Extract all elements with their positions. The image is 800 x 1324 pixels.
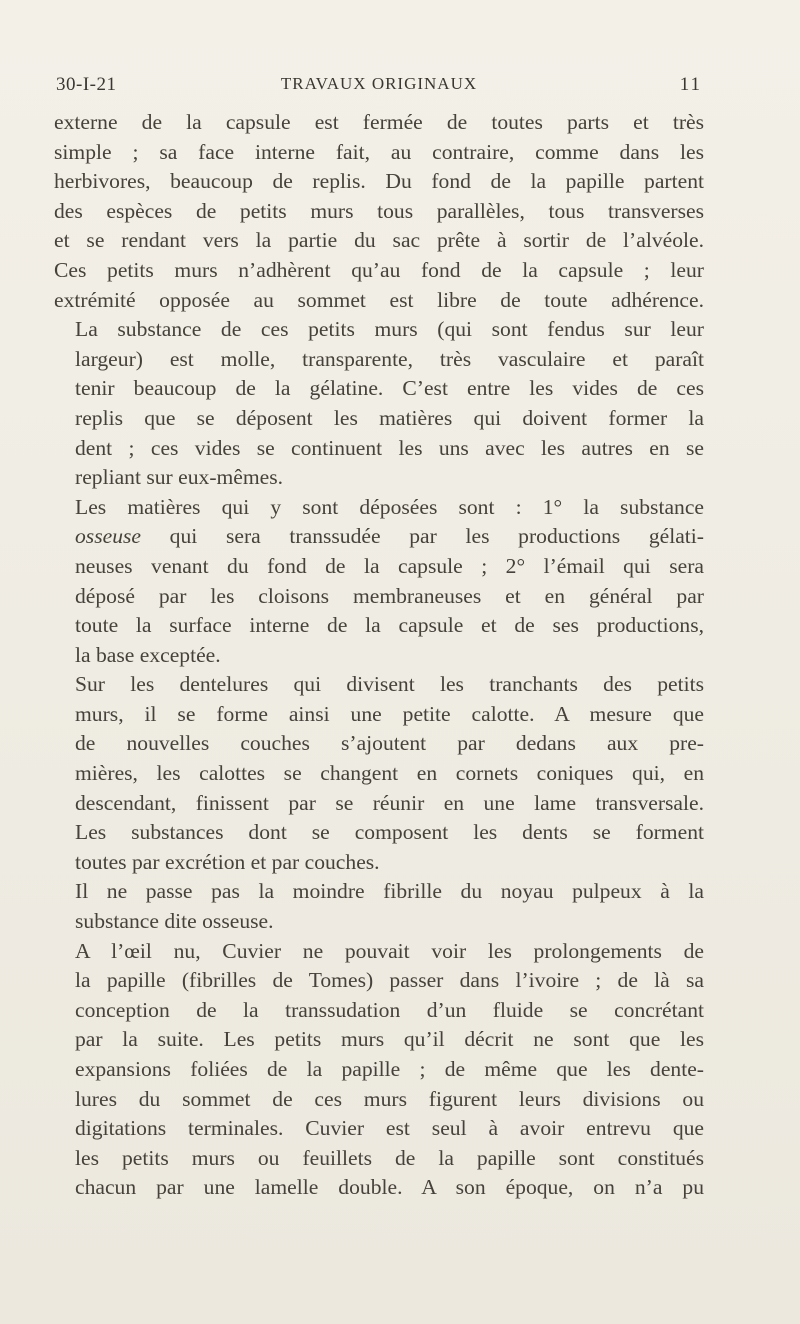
paragraph [54, 877, 704, 936]
text-line: les petits murs ou feuillets de la papille sont constitués [75, 1145, 704, 1170]
text-line: Ces petits murs n’adhèrent qu’au fond de la capsule ; leur [54, 257, 704, 282]
running-head [56, 72, 702, 98]
text-line: chacun par une lamelle double. A son époque, on n’a pu [75, 1175, 704, 1200]
text-line: la base exceptée. [75, 642, 221, 667]
text-line: repliant sur eux-mêmes. [75, 465, 284, 490]
text-line: Il ne passe pas la moindre fibrille du noyau pulpeux à la [75, 879, 704, 904]
text-line: externe de la capsule est fermée de toutes parts et très [54, 110, 704, 134]
page-reference: 30-I-21 [56, 74, 117, 95]
text-line: toute la surface interne de la capsule et de ses productions, [75, 613, 704, 638]
body-text [54, 108, 704, 1203]
text-line: simple ; sa face interne fait, au contraire, comme dans les [54, 139, 704, 164]
text-line: mières, les calottes se changent en cornets coniques qui, en [75, 761, 704, 786]
text-line: dent ; ces vides se continuent les uns avec les autres en se [75, 435, 704, 460]
line-rest: qui sera transsudée par les productions gélati- [140, 524, 704, 549]
text-line: descendant, finissent par se réunir en une lame transversale. [75, 790, 704, 815]
text-line: neuses venant du fond de la capsule ; 2° l’émail qui sera [75, 553, 704, 578]
text-line-with-italic [54, 522, 704, 552]
paragraph [54, 315, 704, 493]
text-line: tenir beaucoup de la gélatine. C’est entre les vides de ces [75, 376, 704, 401]
text-line: des espèces de petits murs tous parallèles, tous transverses [54, 198, 704, 223]
text-line: La substance de ces petits murs (qui sont fendus sur leur [75, 317, 704, 342]
paragraph [54, 818, 704, 877]
text-line: expansions foliées de la papille ; de même que les dente- [75, 1057, 704, 1081]
text-line: et se rendant vers la partie du sac prête à sortir de l’alvéole. [54, 228, 704, 253]
text-line: herbivores, beaucoup de replis. Du fond de la papille partent [54, 169, 704, 194]
text-line: déposé par les cloisons membraneuses et en général par [75, 583, 704, 608]
paragraph [54, 937, 704, 1203]
paragraph [54, 670, 704, 818]
paragraph [54, 493, 704, 671]
text-line: la papille (fibrilles de Tomes) passer dans l’ivoire ; de là sa [75, 968, 704, 993]
text-line: substance dite osseuse. [75, 909, 274, 934]
italic-term: osseuse [75, 524, 141, 549]
text-line: toutes par excrétion et par couches. [75, 849, 380, 874]
text-line: largeur) est molle, transparente, très vasculaire et paraît [75, 346, 704, 371]
text-line: conception de la transsudation d’un fluide se concrétant [75, 997, 704, 1022]
text-line: lures du sommet de ces murs figurent leurs divisions ou [75, 1086, 704, 1111]
text-line: Les substances dont se composent les dents se forment [75, 820, 704, 845]
text-line: extrémité opposée au sommet est libre de toute adhérence. [54, 287, 704, 312]
page-number: 11 [679, 74, 702, 95]
text-line: A l’œil nu, Cuvier ne pouvait voir les prolongements de [75, 938, 704, 963]
text-line: Sur les dentelures qui divisent les tranchants des petits [75, 672, 704, 697]
text-line: par la suite. Les petits murs qu’il décrit ne sont que les [75, 1027, 704, 1052]
text-line: de nouvelles couches s’ajoutent par dedans aux pre- [75, 731, 704, 756]
text-line: digitations terminales. Cuvier est seul à avoir entrevu que [75, 1116, 704, 1141]
paragraph [54, 108, 704, 315]
text-line: replis que se déposent les matières qui doivent former la [75, 405, 704, 430]
text-line: Les matières qui y sont déposées sont : 1° la substance [75, 494, 704, 519]
running-title: TRAVAUX ORIGINAUX [280, 74, 478, 93]
text-line: murs, il se forme ainsi une petite calotte. A mesure que [75, 701, 704, 726]
